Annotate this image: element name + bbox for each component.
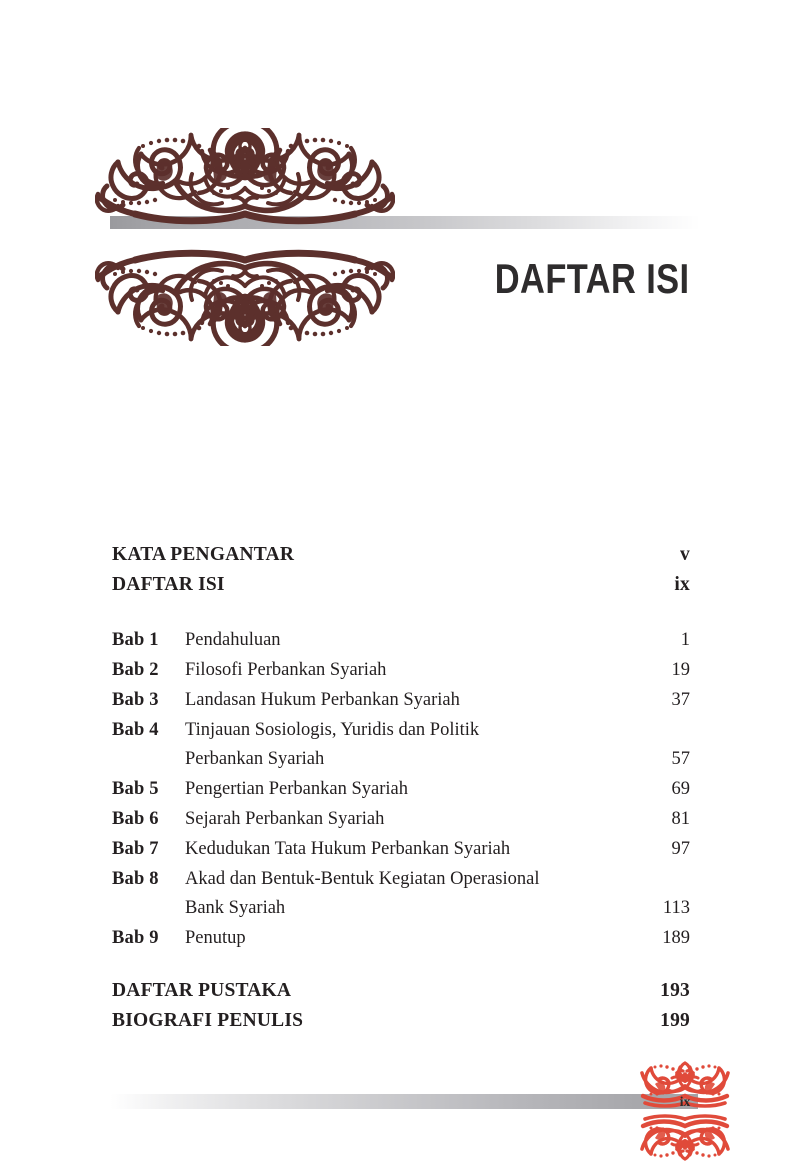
toc-entry-page: 199 — [660, 1010, 690, 1031]
chapter-page: 81 — [671, 809, 690, 829]
chapter-title-line2: Bank Syariah — [185, 898, 286, 918]
toc-entry-page: 193 — [660, 980, 690, 1001]
toc-chapter-row[interactable] — [112, 775, 690, 804]
chapter-title-line1: Sejarah Perbankan Syariah — [185, 809, 385, 829]
toc-spacer — [112, 600, 690, 626]
chapter-number: Bab 7 — [112, 839, 159, 859]
page-header — [0, 0, 800, 360]
chapter-title-line1: Penutup — [185, 928, 246, 948]
chapter-number: Bab 9 — [112, 928, 159, 948]
chapter-number: Bab 8 — [112, 869, 159, 889]
chapter-title — [185, 716, 644, 774]
damask-ornament-icon — [95, 128, 395, 346]
chapter-title — [185, 924, 644, 953]
toc-chapter-row[interactable] — [112, 924, 690, 953]
chapter-title — [185, 626, 644, 655]
chapter-title-line1: Landasan Hukum Perbankan Syariah — [185, 690, 460, 710]
footer-rule — [110, 1094, 698, 1109]
toc-chapter-row[interactable] — [112, 626, 690, 655]
chapter-page: 1 — [680, 630, 690, 650]
page-title: DAFTAR ISI — [495, 255, 690, 302]
damask-diamond-ornament-icon — [639, 1060, 731, 1162]
toc-entry-label: DAFTAR ISI — [112, 574, 225, 595]
chapter-title-line1: Pendahuluan — [185, 630, 281, 650]
toc-back-matter-row[interactable] — [112, 1006, 690, 1036]
chapter-title-line2: Perbankan Syariah — [185, 749, 325, 769]
chapter-number: Bab 4 — [112, 720, 159, 740]
chapter-number: Bab 3 — [112, 690, 159, 710]
chapter-page: 19 — [671, 660, 690, 680]
toc-chapter-row[interactable] — [112, 835, 690, 864]
toc-chapter-row[interactable] — [112, 686, 690, 715]
toc-front-matter-row[interactable] — [112, 540, 690, 570]
toc-chapter-row[interactable] — [112, 865, 690, 923]
chapter-page: 57 — [671, 749, 690, 769]
toc-entry-page: v — [680, 544, 690, 565]
footer-page-number: ix — [679, 1094, 691, 1109]
toc-back-matter-row[interactable] — [112, 976, 690, 1006]
toc-entry-label: KATA PENGANTAR — [112, 544, 295, 565]
toc-front-matter-row[interactable] — [112, 570, 690, 600]
chapter-title — [185, 686, 644, 715]
chapter-page: 113 — [662, 898, 690, 918]
chapter-page: 69 — [671, 779, 690, 799]
chapter-page: 189 — [662, 928, 690, 948]
toc-spacer — [112, 954, 690, 976]
chapter-title — [185, 656, 644, 685]
toc-entry-label: DAFTAR PUSTAKA — [112, 980, 292, 1001]
chapter-number: Bab 6 — [112, 809, 159, 829]
chapter-title-line1: Akad dan Bentuk-Bentuk Kegiatan Operasional — [185, 869, 540, 889]
chapter-number: Bab 2 — [112, 660, 159, 680]
chapter-page: 37 — [671, 690, 690, 710]
toc-entry-label: BIOGRAFI PENULIS — [112, 1010, 304, 1031]
chapter-number: Bab 1 — [112, 630, 159, 650]
toc-chapter-row[interactable] — [112, 656, 690, 685]
chapter-title-line1: Pengertian Perbankan Syariah — [185, 779, 408, 799]
chapter-title — [185, 865, 644, 923]
chapter-title — [185, 805, 644, 834]
chapter-page: 97 — [671, 839, 690, 859]
toc-entry-page: ix — [674, 574, 690, 595]
toc-chapter-row[interactable] — [112, 716, 690, 774]
chapter-title-line1: Tinjauan Sosiologis, Yuridis dan Politik — [185, 720, 480, 740]
chapter-title-line1: Kedudukan Tata Hukum Perbankan Syariah — [185, 839, 511, 859]
chapter-number: Bab 5 — [112, 779, 159, 799]
page-footer — [0, 1050, 800, 1172]
toc-chapter-row[interactable] — [112, 805, 690, 834]
table-of-contents — [112, 540, 690, 1036]
chapter-title — [185, 775, 644, 804]
chapter-title-line1: Filosofi Perbankan Syariah — [185, 660, 387, 680]
chapter-title — [185, 835, 644, 864]
